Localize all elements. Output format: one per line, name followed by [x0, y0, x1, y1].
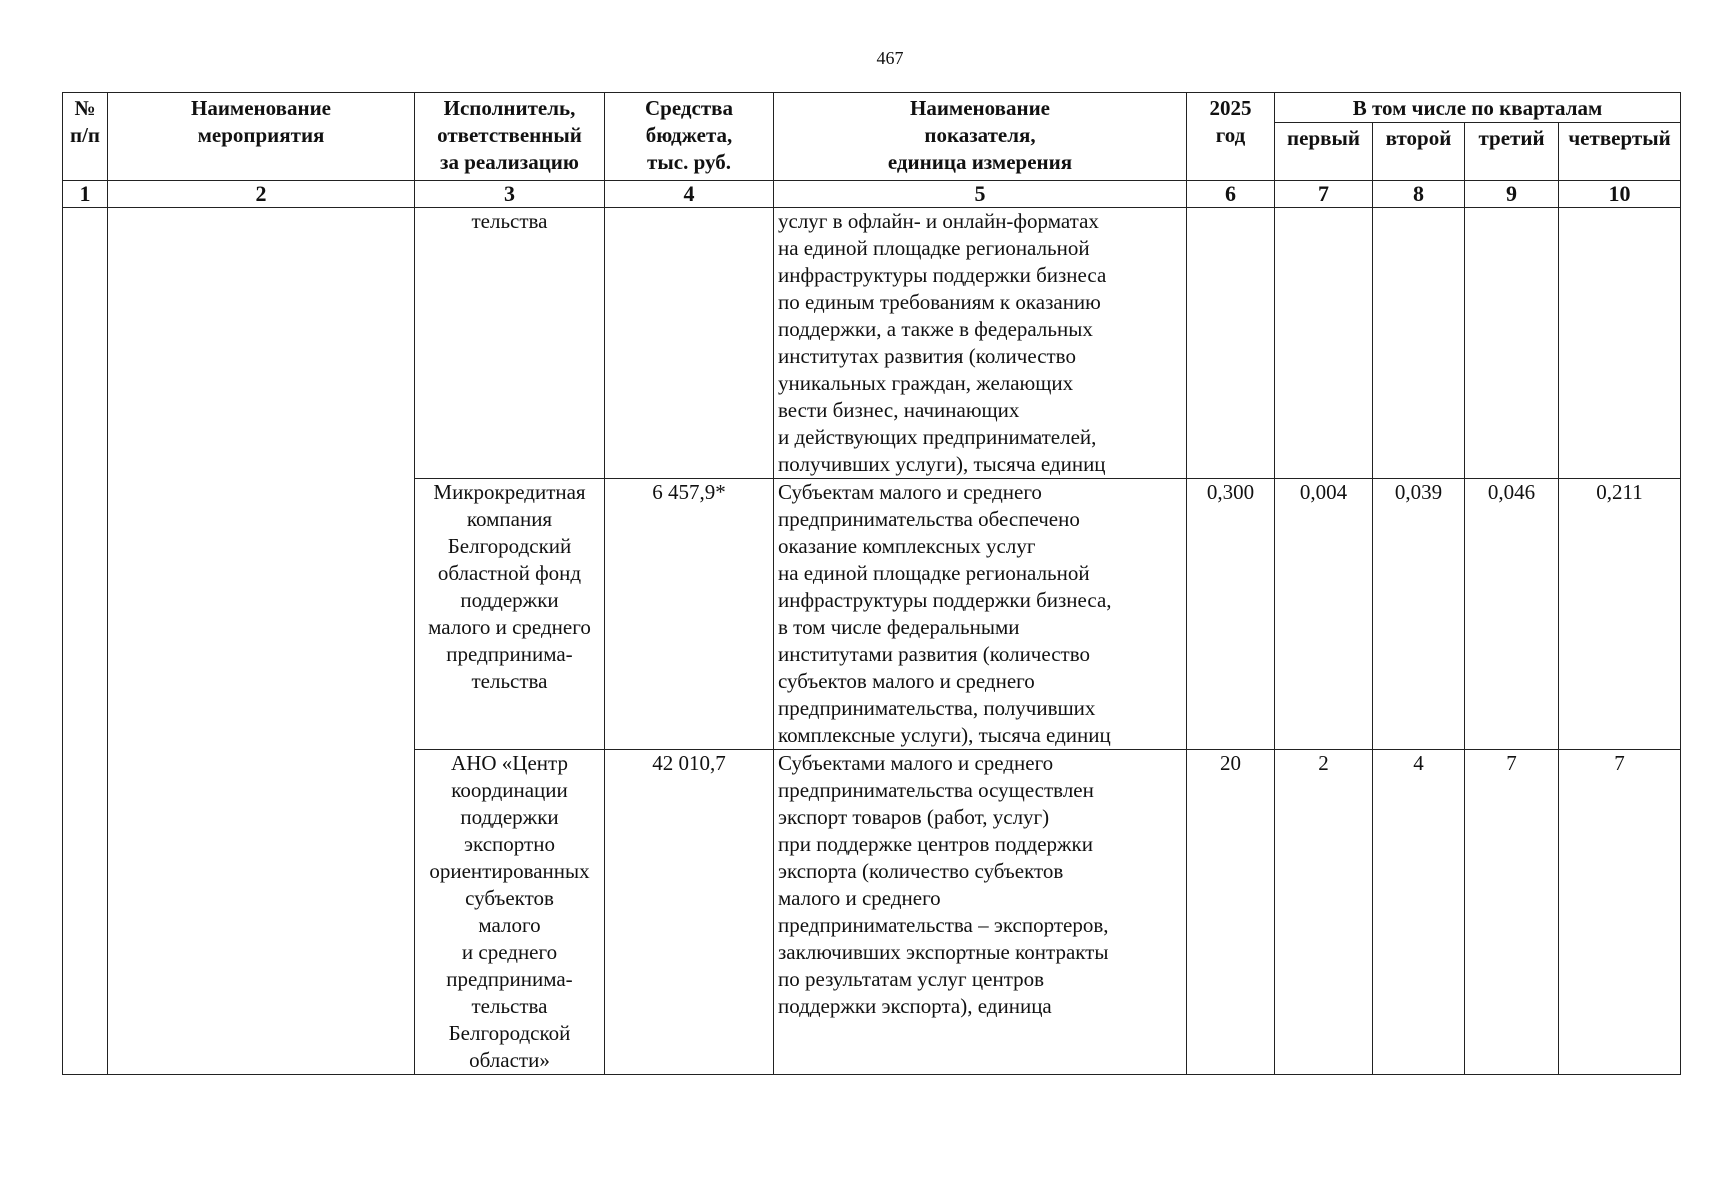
column-number: 6 — [1187, 181, 1275, 208]
q4-value-cell — [1559, 208, 1681, 479]
year-value-cell: 20 — [1187, 750, 1275, 1075]
q1-value-cell: 2 — [1275, 750, 1373, 1075]
column-number: 3 — [415, 181, 605, 208]
year-value-cell — [1187, 208, 1275, 479]
budget-cell: 6 457,9* — [605, 479, 774, 750]
budget-cell: 42 010,7 — [605, 750, 774, 1075]
column-number: 2 — [108, 181, 415, 208]
q3-value-cell — [1465, 208, 1559, 479]
header-q3: третий — [1465, 123, 1559, 181]
activity-name-cell — [108, 208, 415, 1075]
header-executor: Исполнитель, ответственный за реализацию — [415, 93, 605, 181]
header-number: № п/п — [63, 93, 108, 181]
indicator-cell: Субъектам малого и среднего предпринимательства обеспечено оказание комплексных услуг на единой площадке региональной инфраструктуры поддержки бизнеса, в том числе федеральными институтами развития (количество субъектов малого и среднего предпринимательства, получивших комплексные услуги), тысяча единиц — [774, 479, 1187, 750]
column-number: 9 — [1465, 181, 1559, 208]
header-indicator: Наименование показателя, единица измерения — [774, 93, 1187, 181]
column-number: 4 — [605, 181, 774, 208]
executor-cell: тельства — [415, 208, 605, 479]
header-budget: Средства бюджета, тыс. руб. — [605, 93, 774, 181]
column-number: 10 — [1559, 181, 1681, 208]
page-number: 467 — [876, 48, 904, 68]
q2-value-cell: 0,039 — [1373, 479, 1465, 750]
q4-value-cell: 0,211 — [1559, 479, 1681, 750]
table-row — [63, 208, 1681, 479]
header-activity-name: Наименование мероприятия — [108, 93, 415, 181]
year-value-cell: 0,300 — [1187, 479, 1275, 750]
q4-value-cell: 7 — [1559, 750, 1681, 1075]
q1-value-cell — [1275, 208, 1373, 479]
indicator-cell: Субъектами малого и среднего предпринимательства осуществлен экспорт товаров (работ, услуг) при поддержке центров поддержки экспорта (количество субъектов малого и среднего предпринимательства – экспортеров, заключивших экспортные контракты по результатам услуг центров поддержки экспорта), единица — [774, 750, 1187, 1075]
number-cell — [63, 208, 108, 1075]
column-number: 8 — [1373, 181, 1465, 208]
column-number: 7 — [1275, 181, 1373, 208]
q3-value-cell: 7 — [1465, 750, 1559, 1075]
header-year: 2025 год — [1187, 93, 1275, 181]
budget-cell — [605, 208, 774, 479]
column-number: 1 — [63, 181, 108, 208]
q1-value-cell: 0,004 — [1275, 479, 1373, 750]
q2-value-cell — [1373, 208, 1465, 479]
header-q4: четвертый — [1559, 123, 1681, 181]
indicator-cell: услуг в офлайн- и онлайн-форматах на единой площадке региональной инфраструктуры поддержки бизнеса по единым требованиям к оказанию поддержки, а также в федеральных институтах развития (количество уникальных граждан, желающих вести бизнес, начинающих и действующих предпринимателей, получивших услуги), тысяча единиц — [774, 208, 1187, 479]
header-q1: первый — [1275, 123, 1373, 181]
q3-value-cell: 0,046 — [1465, 479, 1559, 750]
header-q2: второй — [1373, 123, 1465, 181]
executor-cell: Микрокредитная компания Белгородский областной фонд поддержки малого и среднего предпринима- тельства — [415, 479, 605, 750]
executor-cell: АНО «Центр координации поддержки экспортно ориентированных субъектов малого и среднего предпринима- тельства Белгородской области» — [415, 750, 605, 1075]
column-number: 5 — [774, 181, 1187, 208]
activities-table — [62, 92, 1681, 1075]
q2-value-cell: 4 — [1373, 750, 1465, 1075]
header-quarters-group: В том числе по кварталам — [1275, 93, 1681, 123]
